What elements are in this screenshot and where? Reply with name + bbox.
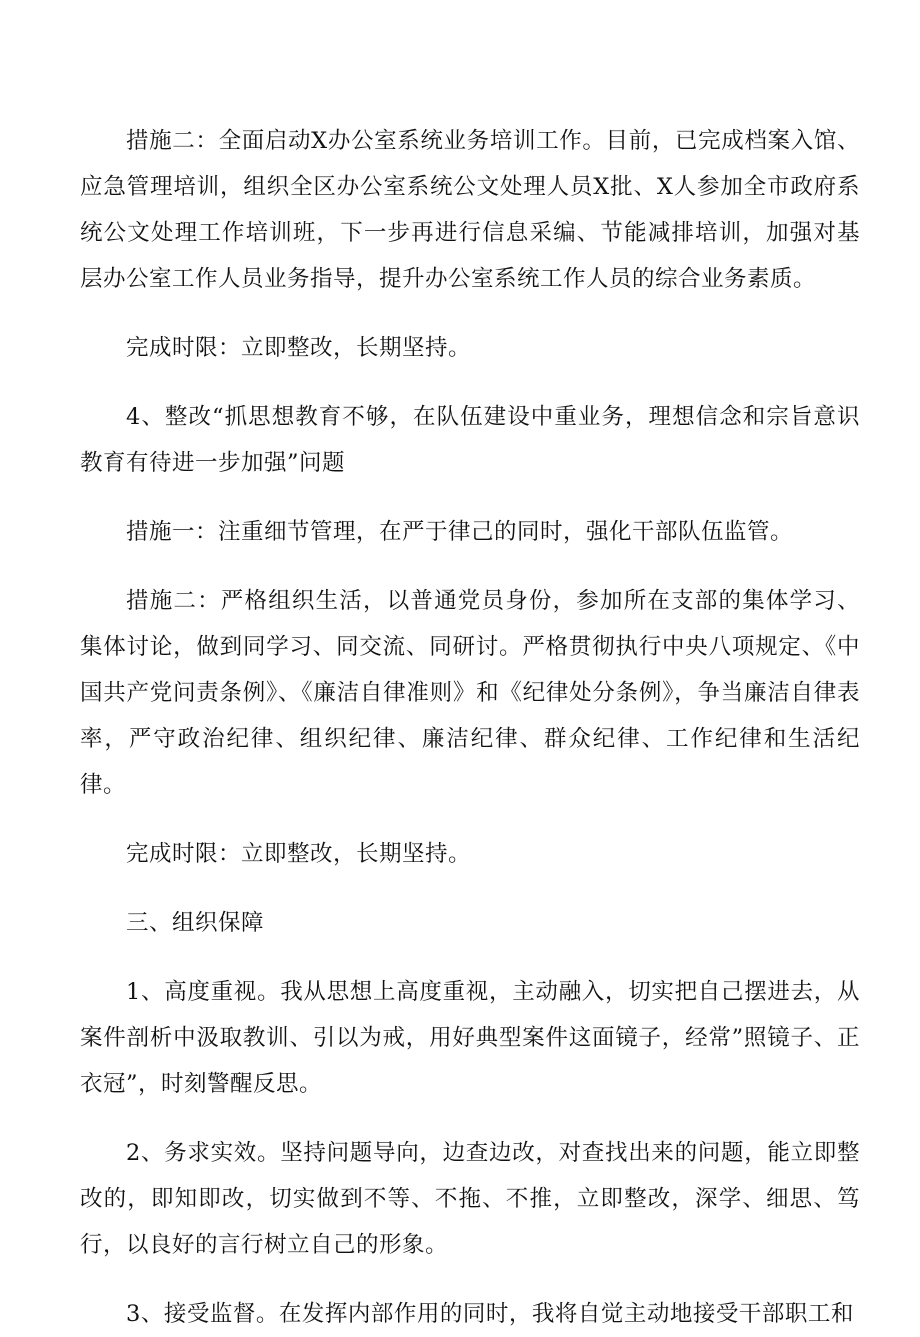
paragraph-item-4-title: 4、整改“抓思想教育不够，在队伍建设中重业务，理想信念和宗旨意识教育有待进一步加强”问题 (80, 404, 860, 476)
paragraph-item-3-supervision: 3、接受监督。在发挥内部作用的同时，我将自觉主动地接受干部职工和 (126, 1301, 854, 1327)
section-heading-organization-guarantee: 三、组织保障 (126, 910, 265, 936)
paragraph-item-1-attention: 1、高度重视。我从思想上高度重视，主动融入，切实把自己摆进去，从案件剖析中汲取教训、引以为戒，用好典型案件这面镜子，经常”照镜子、正衣冠”，时刻警醒反思。 (80, 979, 860, 1097)
paragraph-measure-two-organization: 措施二：严格组织生活，以普通党员身份，参加所在支部的集体学习、集体讨论，做到同学习、同交流、同研讨。严格贯彻执行中央八项规定、《中国共产党问责条例》、《廉洁自律准则》和《纪律处分条例》，争当廉洁自律表率，严守政治纪律、组织纪律、廉洁纪律、群众纪律、工作纪律和生活纪律。 (80, 588, 860, 798)
paragraph-item-2-effectiveness: 2、务求实效。坚持问题导向，边查边改，对查找出来的问题，能立即整改的，即知即改，切实做到不等、不拖、不推，立即整改，深学、细思、笃行，以良好的言行树立自己的形象。 (80, 1140, 860, 1258)
document-body (80, 118, 860, 1337)
paragraph-measure-one-details: 措施一：注重细节管理，在严于律己的同时，强化干部队伍监管。 (126, 519, 794, 545)
paragraph-deadline-2: 完成时限：立即整改，长期坚持。 (126, 841, 472, 867)
paragraph-measure-two-training: 措施二：全面启动X办公室系统业务培训工作。目前，已完成档案入馆、应急管理培训，组织全区办公室系统公文处理人员X批、X人参加全市政府系统公文处理工作培训班，下一步再进行信息采编、节能减排培训，加强对基层办公室工作人员业务指导，提升办公室系统工作人员的综合业务素质。 (80, 128, 860, 292)
paragraph-deadline-1: 完成时限：立即整改，长期坚持。 (126, 335, 472, 361)
